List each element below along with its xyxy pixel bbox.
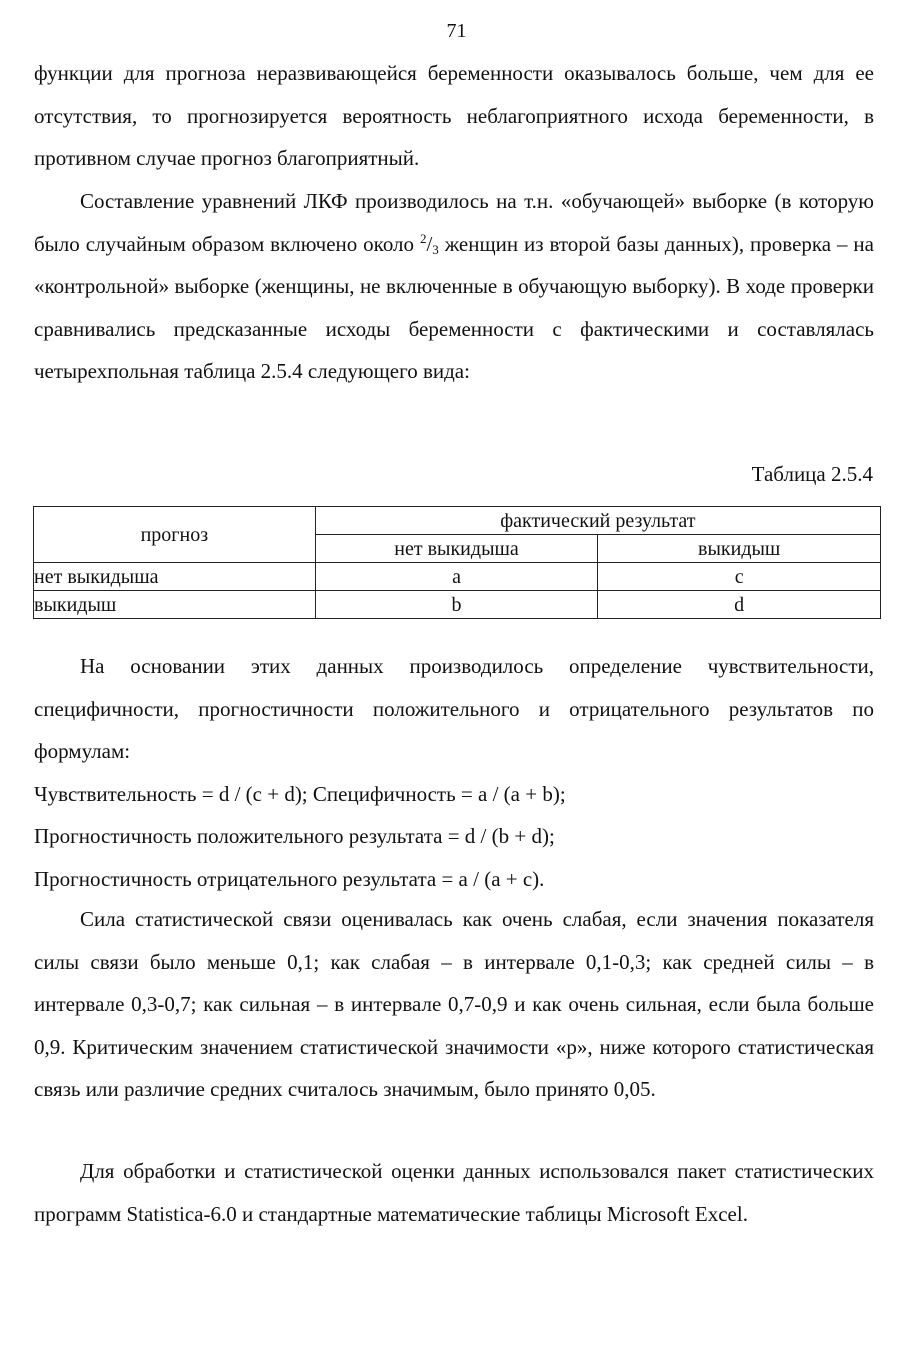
cell-b: b (315, 591, 598, 619)
table-caption: Таблица 2.5.4 (751, 462, 873, 486)
page-number: 71 (446, 20, 467, 42)
paragraph-2-text (34, 180, 874, 393)
row-label-no-miscarriage: нет выкидыша (34, 563, 316, 591)
paragraph-training-sample (34, 180, 874, 393)
table-row (34, 563, 881, 591)
paragraph-2-part-1: Составление уравнений ЛКФ производилось на т.н. «обучающей» выборке (в которую было случайным образом включено около (34, 189, 874, 256)
fraction-numerator: 2 (419, 230, 427, 246)
paragraph-5-text: Для обработки и статистической оценки данных использовался пакет статистических программ Statistica-6.0 и стандартные математические таблицы Microsoft Excel. (34, 1159, 874, 1226)
formula-negative-predictive: Прогностичность отрицательного результата = a / (a + c). (34, 866, 545, 891)
formula-positive-predictive: Прогностичность положительного результата = d / (b + d); (34, 824, 555, 848)
paragraph-formulas-intro (34, 645, 874, 900)
cell-a: a (315, 563, 598, 591)
paragraph-continuation (34, 52, 874, 180)
paragraph-4-text: Сила статистической связи оценивалась как очень слабая, если значения показателя силы связи было меньше 0,1; как слабая – в интервале 0,1-0,3; как средней силы – в интервале 0,3-0,7; как сильная – в интервале 0,7-0,9 и как очень сильная, если была больше 0,9. Критическим значением статистической значимости «р», ниже которого статистическая связь или различие средних считалось значимым, было принято 0,05. (34, 907, 874, 1101)
table-row (34, 591, 881, 619)
row-label-miscarriage: выкидыш (34, 591, 316, 619)
contingency-table (33, 506, 881, 619)
paragraph-2-part-2: женщин из второй базы данных), проверка – на «контрольной» выборке (женщины, не включенные в обучающую выборку). В ходе проверки сравнивались предсказанные исходы беременности с фактическими и составлялась четырехпольная таблица 2.5.4 следующего вида: (34, 231, 874, 383)
paragraph-association-strength (34, 898, 874, 1111)
table-header-row (34, 507, 881, 535)
fraction-slash: / (426, 231, 433, 256)
header-no-miscarriage: нет выкидыша (315, 535, 598, 563)
formula-sensitivity-specificity: Чувствительность = d / (c + d); Специфичность = a / (a + b); (34, 781, 566, 806)
cell-c: c (598, 563, 881, 591)
fraction-two-thirds (420, 232, 439, 256)
header-miscarriage: выкидыш (598, 535, 881, 563)
paragraph-3-text: На основании этих данных производилось определение чувствительности, специфичности, прогностичности положительного и отрицательного результатов по формулам: (34, 654, 874, 763)
fraction-denominator: 3 (432, 241, 439, 257)
paragraph-software (34, 1150, 874, 1235)
paragraph-1-text: функции для прогноза неразвивающейся беременности оказывалось больше, чем для ее отсутствия, то прогнозируется вероятность неблагоприятного исхода беременности, в противном случае прогноз благоприятный. (34, 61, 874, 170)
header-prognosis: прогноз (34, 507, 316, 563)
cell-d: d (598, 591, 881, 619)
header-actual-result: фактический результат (315, 507, 880, 535)
